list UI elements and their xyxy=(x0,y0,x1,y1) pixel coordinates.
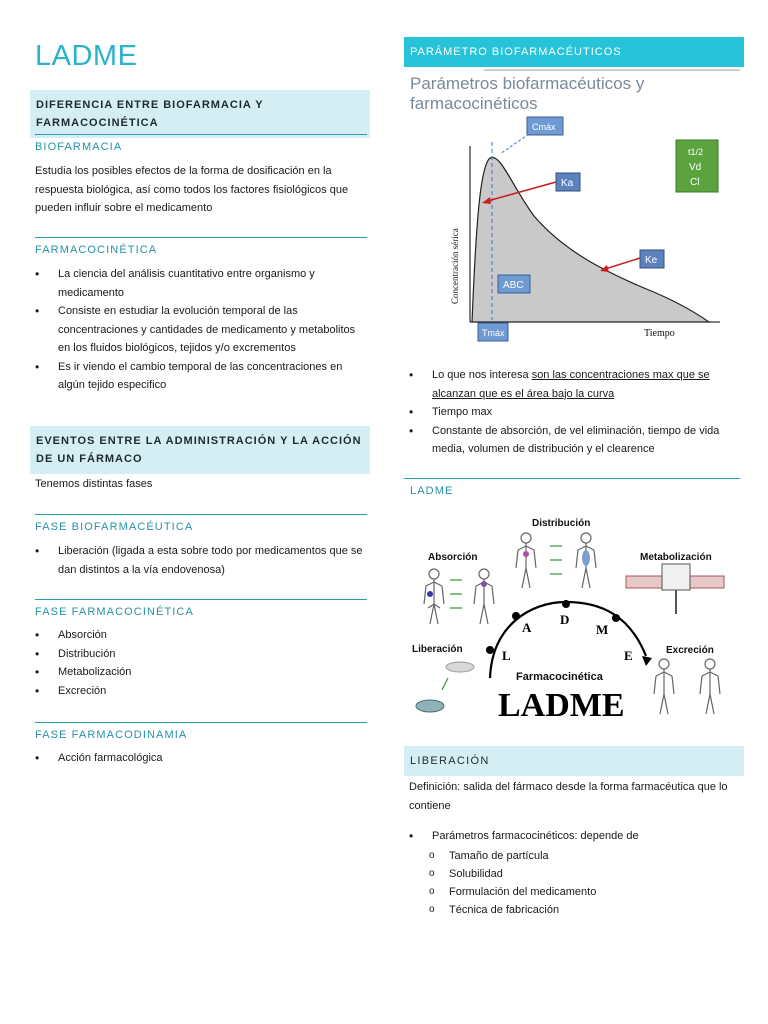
list-item: • Liberación (ligada a esta sobre todo por medicamentos que se dan distintos a la vía endovenosa) xyxy=(30,542,367,579)
fase-bio-list xyxy=(30,542,367,579)
list-item: • Metabolización xyxy=(30,663,367,682)
section-banner-liberacion: LIBERACIÓN xyxy=(404,746,744,776)
list-item: • Consiste en estudiar la evolución temporal de las concentraciones y cantidades de medicamento y metabolitos en los fluidos biológicos, tejidos y/o excrementos xyxy=(30,302,367,358)
item-text: Lo que nos interesa xyxy=(432,369,532,381)
section-banner-diferencia: DIFERENCIA ENTRE BIOFARMACIA Y FARMACOCINÉTICA xyxy=(30,90,370,138)
parametros-list xyxy=(404,366,746,459)
farmacocinetica-list xyxy=(30,265,367,395)
abc-label: ABC xyxy=(503,280,524,291)
param-cl: Cl xyxy=(690,177,700,188)
cmax-label: Cmáx xyxy=(532,122,556,132)
letter-a: A xyxy=(522,620,532,635)
list-item: • Parámetros farmacocinéticos: depende de xyxy=(404,827,746,846)
heading-fase-farmacocinetica: FASE FARMACOCINÉTICA xyxy=(35,599,367,618)
heading-ladme: LADME xyxy=(404,478,740,497)
label-farmacocinetica: Farmacocinética xyxy=(516,671,603,683)
list-item xyxy=(404,366,746,403)
section-banner-parametro: PARÁMETRO BIOFARMACÉUTICOS xyxy=(404,37,744,67)
ka-label: Ka xyxy=(561,178,574,189)
fase-fd-list xyxy=(30,749,367,768)
figure-title-line2: farmacocinéticos xyxy=(410,94,538,113)
letter-l: L xyxy=(502,648,511,663)
sub-list-item: o Tamaño de partícula xyxy=(409,847,739,865)
sub-list-item: o Solubilidad xyxy=(409,865,739,883)
ke-label: Ke xyxy=(645,255,658,266)
heading-fase-farmacodinamia: FASE FARMACODINAMIA xyxy=(35,722,367,741)
list-item: • Acción farmacológica xyxy=(30,749,367,768)
list-item: • Es ir viendo el cambio temporal de las concentraciones en algún tejido especifico xyxy=(30,358,367,395)
param-vd: Vd xyxy=(689,162,702,173)
sub-list-item: o Técnica de fabricación xyxy=(409,901,739,919)
label-metabolizacion: Metabolización xyxy=(640,552,712,563)
ladme-big-title: LADME xyxy=(498,687,625,724)
list-item: • Distribución xyxy=(30,645,367,664)
ladme-diagram xyxy=(404,510,744,726)
letter-e: E xyxy=(624,648,633,663)
section-banner-eventos: EVENTOS ENTRE LA ADMINISTRACIÓN Y LA ACCIÓN DE UN FÁRMACO xyxy=(30,426,370,474)
auc-area xyxy=(472,157,709,322)
letter-d: D xyxy=(560,612,570,627)
item-underlined-text: son las concentraciones max que se alcanzan que es el área bajo la curva xyxy=(432,369,710,400)
figure-title-line1: Parámetros biofarmacéuticos y xyxy=(410,74,645,93)
heading-fase-biofarmaceutica: FASE BIOFARMACÉUTICA xyxy=(35,514,367,533)
list-item: • Constante de absorción, de vel eliminación, tiempo de vida media, volumen de distribución y el clearence xyxy=(404,422,746,459)
label-distribucion: Distribución xyxy=(532,518,591,529)
x-axis-label: Tiempo xyxy=(644,328,675,339)
definicion-text: Definición: salida del fármaco desde la forma farmacéutica que lo contiene xyxy=(409,781,728,812)
liberacion-list xyxy=(404,827,746,846)
label-liberacion: Liberación xyxy=(412,644,463,655)
liberacion-sublist xyxy=(409,847,739,919)
param-t12: t1/2 xyxy=(688,147,704,157)
heading-biofarmacia: BIOFARMACIA xyxy=(35,134,367,153)
list-item: • Excreción xyxy=(30,682,367,701)
sub-list-item: o Formulación del medicamento xyxy=(409,883,739,901)
page-title: LADME xyxy=(35,40,138,72)
tablet-icon xyxy=(416,700,444,712)
powder-icon xyxy=(446,662,474,672)
list-item: • Absorción xyxy=(30,626,367,645)
list-item: • La ciencia del análisis cuantitativo entre organismo y medicamento xyxy=(30,265,367,302)
fases-text: Tenemos distintas fases xyxy=(35,478,153,490)
tmax-label: Tmáx xyxy=(482,328,505,338)
label-excrecion: Excreción xyxy=(666,645,714,656)
heading-farmacocinetica: FARMACOCINÉTICA xyxy=(35,237,367,256)
label-absorcion: Absorción xyxy=(428,552,478,563)
pk-curve-figure xyxy=(404,66,744,346)
biofarmacia-text: Estudia los posibles efectos de la forma de dosificación en la respuesta biológica, así como todos los factores fisiológicos que pueden influir sobre el medicamento xyxy=(35,165,349,214)
y-axis-label: Concentración sérica xyxy=(450,228,460,304)
list-item: • Tiempo max xyxy=(404,403,746,422)
letter-m: M xyxy=(596,622,609,637)
fase-fc-list xyxy=(30,626,367,700)
